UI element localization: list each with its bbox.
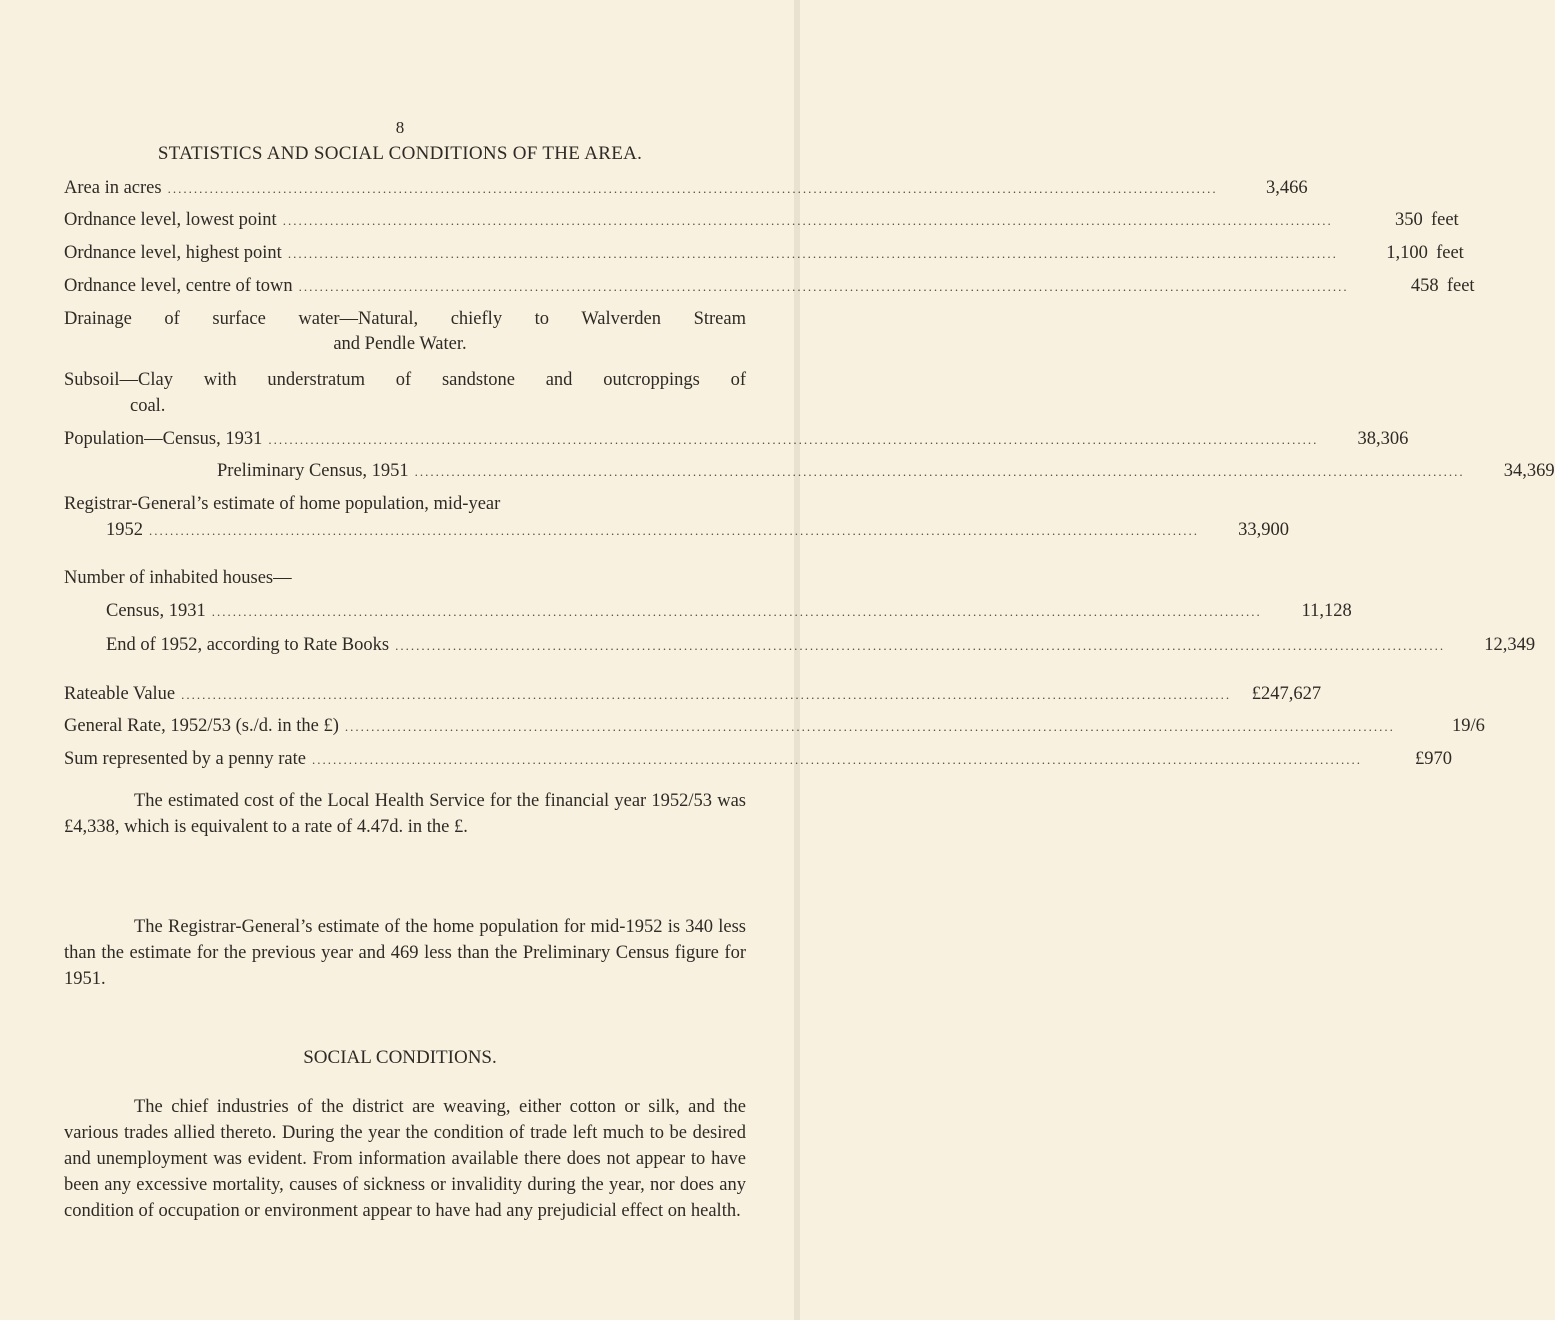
dot-leader: ........................................................................................................................................................................................................: [181, 687, 1232, 702]
section-heading-social: SOCIAL CONDITIONS.: [303, 1047, 497, 1068]
rate-value: £970: [1414, 749, 1452, 769]
stat-row: [64, 276, 1475, 297]
stat-value: 1,100: [1386, 243, 1428, 263]
dot-leader: ........................................................................................................................................................................................................: [287, 246, 1338, 261]
houses-value: 11,128: [1301, 601, 1352, 621]
dot-leader: ........................................................................................................................................................................................................: [268, 432, 1319, 447]
rate-label: Rateable Value: [64, 684, 176, 704]
registrar-row: [64, 520, 1289, 541]
houses-label: Census, 1931: [106, 601, 206, 621]
paragraph-health-cost: The estimated cost of the Local Health Service for the financial year 1952/53 was £4,338, which is equivalent to a rate of 4.47d. in the £.: [64, 791, 746, 837]
paragraph-population-estimate: The Registrar-General’s estimate of the home population for mid-1952 is 340 less than the estimate for the previous year and 469 less than the Preliminary Census figure for 1951.: [64, 917, 746, 989]
stat-label: Ordnance level, highest point: [64, 243, 282, 263]
houses-value: 12,349: [1484, 635, 1536, 655]
stat-value: 458: [1410, 276, 1439, 296]
subsoil-line2: coal.: [130, 396, 166, 416]
page-number: 8: [395, 118, 405, 137]
dot-leader: ........................................................................................................................................................................................................: [149, 523, 1199, 538]
rate-row: [64, 749, 1452, 770]
drainage-line1: Drainage of surface water—Natural, chiefly to Walverden Stream: [64, 309, 746, 329]
dot-leader: ........................................................................................................................................................................................................: [298, 279, 1349, 294]
dot-leader: ........................................................................................................................................................................................................: [395, 638, 1446, 653]
dot-leader: ........................................................................................................................................................................................................: [344, 719, 1395, 734]
stat-unit: feet: [1430, 210, 1459, 230]
population-value: 38,306: [1357, 429, 1409, 449]
rate-label: Sum represented by a penny rate: [64, 749, 306, 769]
stat-value: 3,466: [1265, 178, 1308, 198]
page-title: STATISTICS AND SOCIAL CONDITIONS OF THE AREA.: [157, 143, 643, 164]
registrar-line1: Registrar-General’s estimate of home population, mid-year: [64, 494, 501, 514]
dot-leader: ........................................................................................................................................................................................................: [311, 752, 1362, 767]
stat-value: 350: [1394, 210, 1423, 230]
stat-unit: feet: [1446, 276, 1475, 296]
population-label: Preliminary Census, 1951: [217, 461, 409, 481]
drainage-line2: and Pendle Water.: [333, 334, 467, 354]
rate-value: 19/6: [1451, 716, 1485, 736]
page-edge: [794, 0, 800, 1320]
population-row: [64, 461, 1555, 482]
stat-label: Area in acres: [64, 178, 162, 198]
rate-row: [64, 716, 1485, 737]
dot-leader: ........................................................................................................................................................................................................: [414, 464, 1465, 479]
registrar-value: 33,900: [1238, 520, 1289, 540]
dot-leader: ........................................................................................................................................................................................................: [282, 213, 1333, 228]
population-row: [64, 429, 1409, 450]
stat-label: Ordnance level, lowest point: [64, 210, 277, 230]
stat-row: [64, 178, 1308, 199]
population-label: Population—Census, 1931: [64, 429, 263, 449]
population-value: 34,369: [1503, 461, 1555, 481]
rate-row: [64, 684, 1322, 705]
houses-row: [64, 601, 1352, 622]
rate-value: £247,627: [1251, 684, 1322, 704]
stat-unit: feet: [1436, 243, 1464, 263]
paragraph-social-conditions: The chief industries of the district are weaving, either cotton or silk, and the various trades allied thereto. During the year the condition of trade left much to be desired and unemployment was evident. From information available there does not appear to have been any excessive mortality, causes of sickness or invalidity during the year, nor does any condition of occupation or environment appear to have had any prejudicial effect on health.: [64, 1097, 746, 1221]
subsoil-line1: Subsoil—Clay with understratum of sandstone and outcroppings of: [64, 370, 746, 390]
dot-leader: ........................................................................................................................................................................................................: [211, 604, 1262, 619]
stat-row: [64, 243, 1464, 264]
houses-heading: Number of inhabited houses—: [64, 568, 292, 588]
houses-row: [64, 635, 1536, 656]
dot-leader: ........................................................................................................................................................................................................: [167, 181, 1218, 196]
registrar-label: 1952: [106, 520, 143, 540]
stat-row: [64, 210, 1459, 231]
houses-label: End of 1952, according to Rate Books: [106, 635, 390, 655]
rate-label: General Rate, 1952/53 (s./d. in the £): [64, 716, 339, 736]
stat-label: Ordnance level, centre of town: [64, 276, 293, 296]
